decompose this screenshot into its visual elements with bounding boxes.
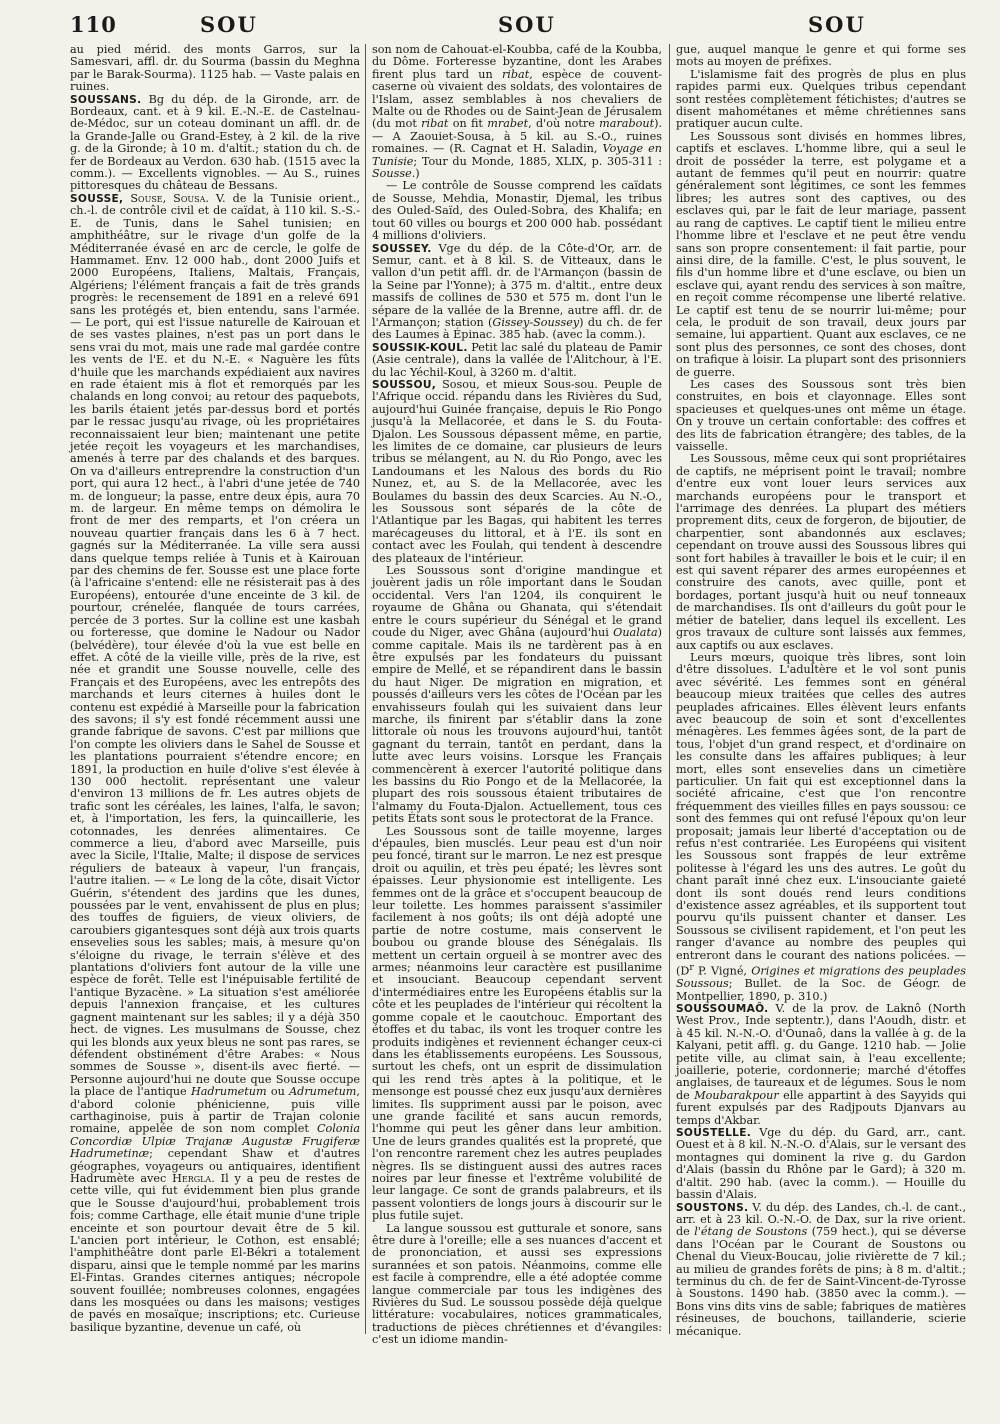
headword: SOUSTELLE.	[676, 1127, 752, 1140]
italic-text: Gissey-Soussey	[492, 315, 580, 329]
text-run: Les Soussous, même ceux qui sont propriétaires de captifs, ne méprisent point le travail; nombre d'entre eux vont louer leurs services aux marchands européens pour le transport et l'arrimage des denrées. La plupart des métiers proprement dits, ceux de forgeron, de bijoutier, de charpentier, sont abandonnés aux esclaves; cependant on trouve aussi des Soussous libres qui sont fort habiles à travailler le bois et le cuir; il en est qui savent réparer des armes européennes et construire des canots, avec quille, pont et bordages, portant jusqu'à huit ou neuf tonneaux de marchandises. Ils ont d'ailleurs du goût pour le métier de batelier, dans lequel ils excellent. Les gros travaux de culture sont laissés aux femmes, aux captifs ou aux esclaves.	[676, 452, 966, 652]
small-caps-text: Souse, Sousa.	[123, 191, 209, 205]
text-column-left	[70, 44, 360, 1334]
text-run: elle appartint à des Sayyids qui furent expulsés par des Radjpouts Djanvars au temps d'Akbar.	[676, 1088, 966, 1127]
text-run: )	[415, 167, 420, 181]
running-head-center: SOU	[498, 12, 556, 37]
text-run: V. du dép. des Landes, ch.-l. de cant., arr. et à 23 kil. O.-N.-O. de Dax, sur la rive orient. de	[676, 1200, 966, 1239]
italic-text: Voyage en Tunisie	[372, 142, 662, 168]
headword: SOUSSIK-KOUL.	[372, 341, 468, 354]
column-rule	[669, 44, 670, 1334]
paragraph	[372, 1223, 662, 1347]
text-column-right	[676, 44, 966, 1338]
headword: SOUSSEY.	[372, 242, 432, 255]
text-run: Vge du dép. du Gard, arr., cant. Ouest et à 8 kil. N.-N.-O. d'Alais, sur le versant des montagnes qui dominent la rive g. du Gardon d'Alais (bassin du Rhône par le Gard); à 320 m. d'altit. 290 hab. (avec la comm.). — Houille du bassin d'Alais.	[676, 1126, 966, 1202]
running-head-right: SOU	[808, 12, 866, 37]
text-run: gue, auquel manque le genre et qui forme ses mots au moyen de préfixes.	[676, 43, 966, 69]
paragraph	[676, 453, 966, 652]
small-caps-text: Hergla	[172, 1171, 212, 1185]
dictionary-entry	[372, 342, 662, 379]
paragraph	[70, 44, 360, 94]
text-run: ). — A Zaouiet-Sousa, à 5 kil. au S.-O., ruines romaines. — (R. Cagnat et H. Saladin,	[372, 117, 662, 156]
text-run: V. de la Tunisie orient., ch.-l. de contrôle civil et de caïdat, à 110 kil. S.-S.-E. de Tunis, dans le Sahel tunisien; en amphithéâtre, sur le rivage d'un golfe de la Méditerranée évasé en arc de cercle, le golfe de Hammamet. Env. 12 000 hab., dont 2000 Juifs et 2000 Européens, Italiens, Maltais, Français, Algériens; l'élément français a fait de très grands progrès: le recensement de 1891 en a relevé 691 sans les protégés et, bien entendu, sans l'armée. — Le port, qui est l'issue naturelle de Kairouan et de ses vastes plaines, n'est pas un port dans le sens vrai du mot, mais une rade mal gardée contre les vents de l'E. et du N.-E. « Naguère les fûts d'huile que les marchands expédiaient aux navires en rade étaient mis à flot et remorqués par les chalands en long convoi; au retour des paquebots, les barils étaient jetés par-dessus bord et portés par le ressac jusqu'au rivage, où les propriétaires reconnaissaient leur bien; maintenant une petite jetée reçoit les voyageurs et les marchandises, amenés à terre par des chalands et des barques. On va d'ailleurs entreprendre la construction d'un port, qui aura 12 hect., à l'abri d'une jetée de 740 m. de longueur; la passe, entre deux épis, aura 70 m. de largeur. En même temps on démolira le front de mer des remparts, et l'on créera un nouveau quartier français dans les 6 à 7 hect. gagnés sur la Méditerranée. La ville sera aussi dans quelque temps reliée à Tunis et à Kairouan par des chemins de fer. Sousse est une place forte (à l'africaine s'entend: elle ne résisterait pas à des Européens), entourée d'une enceinte de 3 kil. de pourtour, crénelée, flanquée de tours carrées, percée de 3 portes. Sur la colline est une kasbah ou forteresse, que domine le Nadour ou Nador (belvédère), tour élevée d'où la vue est belle en effet. A côté de la vieille ville, près de la rive, est née et grandit une Sousse nouvelle, celle des Français et des Européens, avec les entrepôts des marchands et leurs citernes à huiles dont le contenu est expédié à Marseille pour la fabrication des savons; il s'y est fondé récemment aussi une grande fabrique de savons. C'est par millions que l'on compte les oliviers dans le Sahel de Sousse et les plantations pourraient s'étendre encore; en 1891, la production en huile d'olive s'est élevée à 130 000 hectolit. représentant une valeur d'environ 13 millions de fr. Les autres objets de trafic sont les céréales, les laines, l'alfa, le savon; et, à l'importation, les fers, la quincaillerie, les cotonnades, les denrées alimentaires. Ce commerce a lieu, d'abord avec Marseille, puis avec la Sicile, l'Italie, Malte; il dispose de services réguliers de bateaux à vapeur, l'un français, l'autre italien. — « Le long de la côte, disait Victor Guérin, s'étendent des jardins que les dunes, poussées par le vent, envahissent de plus en plus; des touffes de figuiers, de vieux oliviers, de caroubiers gigantesques sont déjà aux trois quarts ensevelies sous les sables; mais, à mesure qu'on s'éloigne du rivage, le terrain s'élève et des plantations d'oliviers font autour de la ville une espèce de forêt. Telle est l'inépuisable fertilité de l'antique Byzacène. » La situation s'est améliorée depuis l'annexion française, et les cultures gagnent maintenant sur les sables; il y a déjà 350 hect. de vignes. Les musulmans de Sousse, chez qui les blonds aux yeux bleus ne sont pas rares, se défendent obstinément d'être Arabes: « Nous sommes de Sousse », disent-ils avec fierté. — Personne aujourd'hui ne doute que Sousse occupe la place de l'antique	[70, 191, 360, 1099]
running-header	[0, 12, 1000, 40]
paragraph	[676, 44, 966, 69]
italic-text: Moubarakpour	[694, 1088, 779, 1102]
italic-text: marabout	[599, 117, 655, 131]
text-run: V. de la prov. de Laknô (North West Prov., Inde septentr.), dans l'Aoudh, distr. et à 45 kil. N.-N.-O. d'Ounaô, dans la vallée à g. de la Kalyani, petit affl. g. du Gange. 1210 hab. — Jolie petite ville, au climat sain, à l'eau excellente; joaillerie, poterie, cordonnerie; marché d'étoffes anglaises, de taureaux et de légumes. Sous le nom de	[676, 1002, 966, 1102]
column-rule	[365, 44, 366, 1334]
dictionary-entry	[372, 243, 662, 342]
dictionary-entry	[70, 193, 360, 1334]
text-run: Bg du dép. de la Gironde, arr. de Bordeaux, cant. et à 9 kil. E.-N.-E. de Castelnau-de-Médoc, sur un coteau dominant un affl. dr. de la Grande-Jalle ou Grand-Estey, à 2 kil. de la rive g. de la Gironde; à 10 m. d'altit.; station du ch. de fer de Bordeaux au Verdon. 630 hab. (1515 avec la comm.). — Excellents vignobles. — Au S., ruines pittoresques du château de Bessans.	[70, 92, 360, 193]
text-run: (759 hect.), qui se déverse dans l'Océan par le Courant de Soustons ou Chenal du Vieux-Boucau, jolie rivièrette de 7 kil.; au milieu de grandes forêts de pins; à 8 m. d'altit.; terminus du ch. de fer de Saint-Vincent-de-Tyrosse à Soustons. 1490 hab. (3850 avec la comm.). — Bons vins dits vins de sable; fabriques de matières résineuses, de bouchons, taillanderie, scierie mécanique.	[676, 1225, 966, 1338]
text-run: Petit lac salé du plateau de Pamir (Asie centrale), dans la vallée de l'Alitchour, à l'E. du lac Yéchil-Koul, à 3260 m. d'altit.	[372, 340, 662, 379]
italic-text: ribat	[421, 117, 449, 131]
text-run: ou	[266, 1085, 290, 1099]
text-run: ) du ch. de fer des Laumes à Épinac. 385 hab. (avec la comm.).	[372, 315, 662, 342]
paragraph	[676, 652, 966, 1003]
italic-text: Origines et migrations des peuplades Soussous	[676, 964, 966, 991]
text-run: P. Vigné,	[693, 964, 752, 978]
italic-text: Adrumetum	[289, 1085, 357, 1099]
headword: SOUSTONS.	[676, 1201, 749, 1214]
running-head-left: SOU	[200, 12, 258, 37]
italic-text: l'étang de Soustons	[694, 1225, 808, 1239]
italic-text: Oualata	[613, 626, 658, 640]
paragraph	[676, 379, 966, 453]
text-run: , espèce de couvent-caserne où vivaient des soldats, des volontaires de l'Islam, assez semblables à nos chevaliers de Malte ou de Rhodes ou de Saint-Jean de Jérusalem (du mot	[372, 67, 662, 131]
dictionary-entry	[372, 379, 662, 565]
text-run: Les Soussous sont d'origine mandingue et jouèrent jadis un rôle important dans le Soudan occidental. Vers l'an 1204, ils conquirent le royaume de Ghâna ou Ghanata, qui s'étendait entre le cours supérieur du Sénégal et le grand coude du Niger, avec Ghâna (aujourd'hui	[372, 564, 662, 640]
headword: SOUSSANS.	[70, 93, 142, 106]
paragraph	[372, 826, 662, 1223]
text-run: , d'abord colonie phénicienne, puis ville carthaginoise, puis à partir de Trajan colonie romaine, appelée de son nom complet	[70, 1085, 360, 1136]
text-run: . Il y a peu de restes de cette ville, qui fut évidemment bien plus grande que le Sousse d'aujourd'hui, probablement trois fois; comme Carthage, elle était munie d'une triple enceinte et son pourtour devait être de 5 kil. L'ancien port intérieur, le Cothon, est ensablé; l'amphithéâtre dont parle El-Békri a totalement disparu, ainsi que le temple nommé par les marins El-Fintas. Grandes citernes antiques; nécropole souvent fouillée; nombreuses colonnes, engagées dans les mosquées ou dans les maisons; vestiges de pavés en mosaïque; inscriptions; etc. Curieuse basilique byzantine, devenue un café, où	[70, 1171, 360, 1334]
paragraph	[372, 180, 662, 242]
italic-text: Hadrumetum	[190, 1085, 267, 1099]
superscript: r	[689, 962, 694, 974]
italic-text: ribat	[501, 67, 530, 81]
headword: SOUSSOU,	[372, 378, 437, 391]
text-run: ; Tour du Monde, 1885, XLIX, p. 305-311 :	[413, 154, 662, 168]
text-run: — Le contrôle de Sousse comprend les caïdats de Sousse, Mehdia, Monastir, Djemal, les tribus des Ouled-Saïd, des Ouled-Sobra, des Khalifa; en tout 60 villes ou bourgs et 200 000 hab. possédant 4 millions d'oliviers.	[372, 179, 662, 243]
headword: SOUSSE,	[70, 192, 124, 205]
text-run: ; Bullet. de la Soc. de Géogr. de Montpellier, 1890, p. 310.)	[676, 977, 966, 1003]
italic-text: mrabet	[487, 117, 529, 131]
text-run: L'islamisme fait des progrès de plus en plus rapides parmi eux. Quelques tribus cependant sont restées complètement fétichistes; d'autres se disent mahométanes et même chrétiennes sans pratiquer aucun culte.	[676, 67, 966, 131]
text-run: ; cependant Shaw et d'autres géographes, voyageurs ou antiquaires, identifient Hadrumète avec	[70, 1147, 360, 1185]
page-number: 110	[70, 12, 117, 37]
text-run: son nom de Cahouat-el-Koubba, café de la Koubba, du Dôme. Forteresse byzantine, dont les Arabes firent plus tard un	[372, 43, 662, 81]
text-column-middle	[372, 44, 662, 1347]
text-run: au pied mérid. des monts Garros, sur la Samesvari, affl. dr. du Sourma (bassin du Meghna par le Barak-Sourma). 1125 hab. — Vaste palais en ruines.	[70, 43, 360, 94]
italic-text: Colonia Concordiæ Ulpiæ Trajanæ Augustæ Frugiferæ Hadrumetinæ	[70, 1122, 360, 1161]
dictionary-entry	[676, 1202, 966, 1338]
text-run: on fit	[448, 117, 488, 131]
text-run: Leurs mœurs, quoique très libres, sont loin d'être dissolues. L'adultère et le vol sont punis avec sévérité. Les femmes sont en général beaucoup mieux traitées que celles des autres peuplades africaines. Elles élèvent leurs enfants avec beaucoup de soin et sont d'excellentes ménagères. Les femmes âgées sont, de la part de tous, l'objet d'un grand respect, et d'ordinaire on les consulte dans les affaires publiques; à leur mort, elles sont ensevelies dans un cimetière particulier. Un fait qui est exceptionnel dans la société africaine, c'est que l'on rencontre fréquemment des vieilles filles en pays soussou: ce sont des femmes qui ont refusé l'époux qu'on leur proposait; jamais leur liberté d'acceptation ou de refus n'est contrariée. Les Européens qui visitent les Soussous sont frappés de leur extrême politesse à l'égard les uns des autres. Le goût du chant paraît inné chez eux. L'insouciante gaieté dont ils sont doués rend leurs conditions d'existence assez agréables, et ils supportent tout pourvu qu'ils puissent chanter et danser. Les Soussous se civilisent rapidement, et l'on peut les ranger d'avance au nombre des peuples qui entreront dans le courant des nations policées. — (D	[676, 650, 966, 978]
dictionary-entry	[70, 94, 360, 193]
paragraph	[676, 131, 966, 379]
paragraph	[676, 69, 966, 131]
dictionary-entry	[676, 1127, 966, 1201]
text-run: Les Soussous sont de taille moyenne, larges d'épaules, bien musclés. Leur peau est d'un noir peu foncé, tirant sur le marron. Le nez est presque droit ou aquilin, et très peu épaté; les lèvres sont épaisses. Leur physionomie est intelligente. Les femmes ont de la grâce et s'occupent beaucoup de leur toilette. Les hommes paraissent s'assimiler facilement à nos goûts; ils ont déjà adopté une partie de notre costume, mais conservent le boubou ou grande blouse des Sénégalais. Ils mettent un certain orgueil à se montrer avec des armes; néanmoins leur caractère est pusillanime et insouciant. Beaucoup cependant servent d'intermédiaires entre les Européens établis sur la côte et les peuplades de l'intérieur qui récoltent la gomme copale et le caoutchouc. Emportant des étoffes et du tabac, ils vont les troquer contre les produits indigènes et reviennent échanger ceux-ci dans les établissements européens. Les Soussous, surtout les chefs, ont un esprit de dissimulation qui les rend très aptes à la politique, et le mensonge est poussé chez eux jusqu'aux dernières limites. Ils suppriment aussi par le poison, avec une grande facilité et sans aucun remords, l'homme qui peut les gêner dans leur ambition. Une de leurs grandes qualités est la propreté, que l'on rencontre rarement chez les autres peuplades nègres. Ils se distinguent aussi des autres races noires par leur finesse et l'extrême volubilité de leur langage. Ce sont de grands palabreurs, et ils passent volontiers de longs jours à discourir sur le plus futile sujet.	[372, 824, 662, 1223]
text-run: ) comme capitale. Mais ils ne tardèrent pas à en être expulsés par les fondateurs du puissant empire de Mellé, et se répandirent dans le bassin du haut Niger. De migration en migration, et poussés d'ailleurs vers les côtes de l'Océan par les envahisseurs foulah qui les suivaient dans leur marche, ils finirent par s'établir dans la zone littorale où nous les trouvons aujourd'hui, tantôt gagnant du terrain, tantôt en perdant, dans la lutte avec leurs voisins. Lorsque les Français commencèrent à exercer l'autorité politique dans les bassins du Rio Pongo et de la Mellacorée, la plupart des rois soussous étaient tributaires de l'almamy du Fouta-Djalon. Actuellement, tous ces petits États sont sous le protectorat de la France.	[372, 626, 662, 826]
text-run: Les Soussous sont divisés en hommes libres, captifs et esclaves. L'homme libre, qui a seul le droit de posséder la terre, est polygame et a autant de femmes qu'il peut en nourrir: quatre généralement sont légitimes, ce sont les femmes libres; les autres sont des captives, ou des esclaves qui, par le fait de leur mariage, passent au rang de captives. Le captif tient le milieu entre l'homme libre et l'esclave et ne peut être vendu sans son propre consentement: il fait partie, pour ainsi dire, de la famille. C'est, le plus souvent, le fils d'un homme libre et d'une esclave, ou bien un esclave qui, ayant rendu des services à son maître, en reçoit comme récompense une liberté relative. Le captif est tenu de se nourrir lui-même; pour cela, le produit de son travail, deux jours par semaine, lui appartient. Quant aux esclaves, ce ne sont plus des personnes, ce sont des choses, dont on trafique à loisir. La plupart sont des prisonniers de guerre.	[676, 129, 966, 379]
dictionary-entry	[676, 1003, 966, 1127]
paragraph	[372, 44, 662, 180]
text-run: Sosou, et mieux Sous-sou. Peuple de l'Afrique occid. répandu dans les Rivières du Sud, aujourd'hui Guinée française, depuis le Rio Pongo jusqu'à la Mellacorée, et dans le S. du Fouta-Djalon. Les Soussous dépassent même, en partie, les limites de ce domaine, car plusieurs de leurs tribus se mélangent, au N. du Rio Pongo, avec les Landoumans et les Nalous des bords du Rio Nunez, et, au S. de la Mellacorée, avec les Boulames du bassin des deux Scarcies. Au N.-O., les Soussous sont séparés de la côte de l'Atlantique par les Bagas, qui habitent les terres marécageuses du littoral, et à l'E. ils sont en contact avec les Foulah, qui tendent à descendre des plateaux de l'intérieur.	[372, 377, 662, 565]
text-run: Vge du dép. de la Côte-d'Or, arr. de Semur, cant. et à 8 kil. S. de Vitteaux, dans le vallon d'un petit affl. dr. de l'Armançon (bassin de la Seine par l'Yonne); à 375 m. d'altit., entre deux massifs de collines de 530 et 575 m. dont l'un le sépare de la vallée de la Brenne, autre affl. dr. de l'Armançon; station (	[372, 241, 662, 329]
paragraph	[372, 565, 662, 826]
italic-text: Sousse.	[372, 167, 416, 181]
text-run: La langue soussou est gutturale et sonore, sans être dure à l'oreille; elle a ses nuances d'accent et de prononciation, et aussi ses expressions surannées et son patois. Néanmoins, comme elle est facile à comprendre, elle a été adoptée comme langue commerciale par tous les indigènes des Rivières du Sud. Le soussou possède déjà quelque littérature: vocabulaires, notices grammaticales, traductions de pièces chrétiennes et d'évangiles: c'est un idiome mandin-	[372, 1221, 662, 1347]
text-run: , d'où notre	[528, 117, 600, 131]
headword: SOUSSOUMAÔ.	[676, 1003, 769, 1016]
text-run: Les cases des Soussous sont très bien construites, en bois et clayonnage. Elles sont spacieuses et quelques-unes ont même un étage. On y trouve un certain confortable: des coffres et des lits de fabrication étrangère; des tables, de la vaisselle.	[676, 377, 966, 453]
